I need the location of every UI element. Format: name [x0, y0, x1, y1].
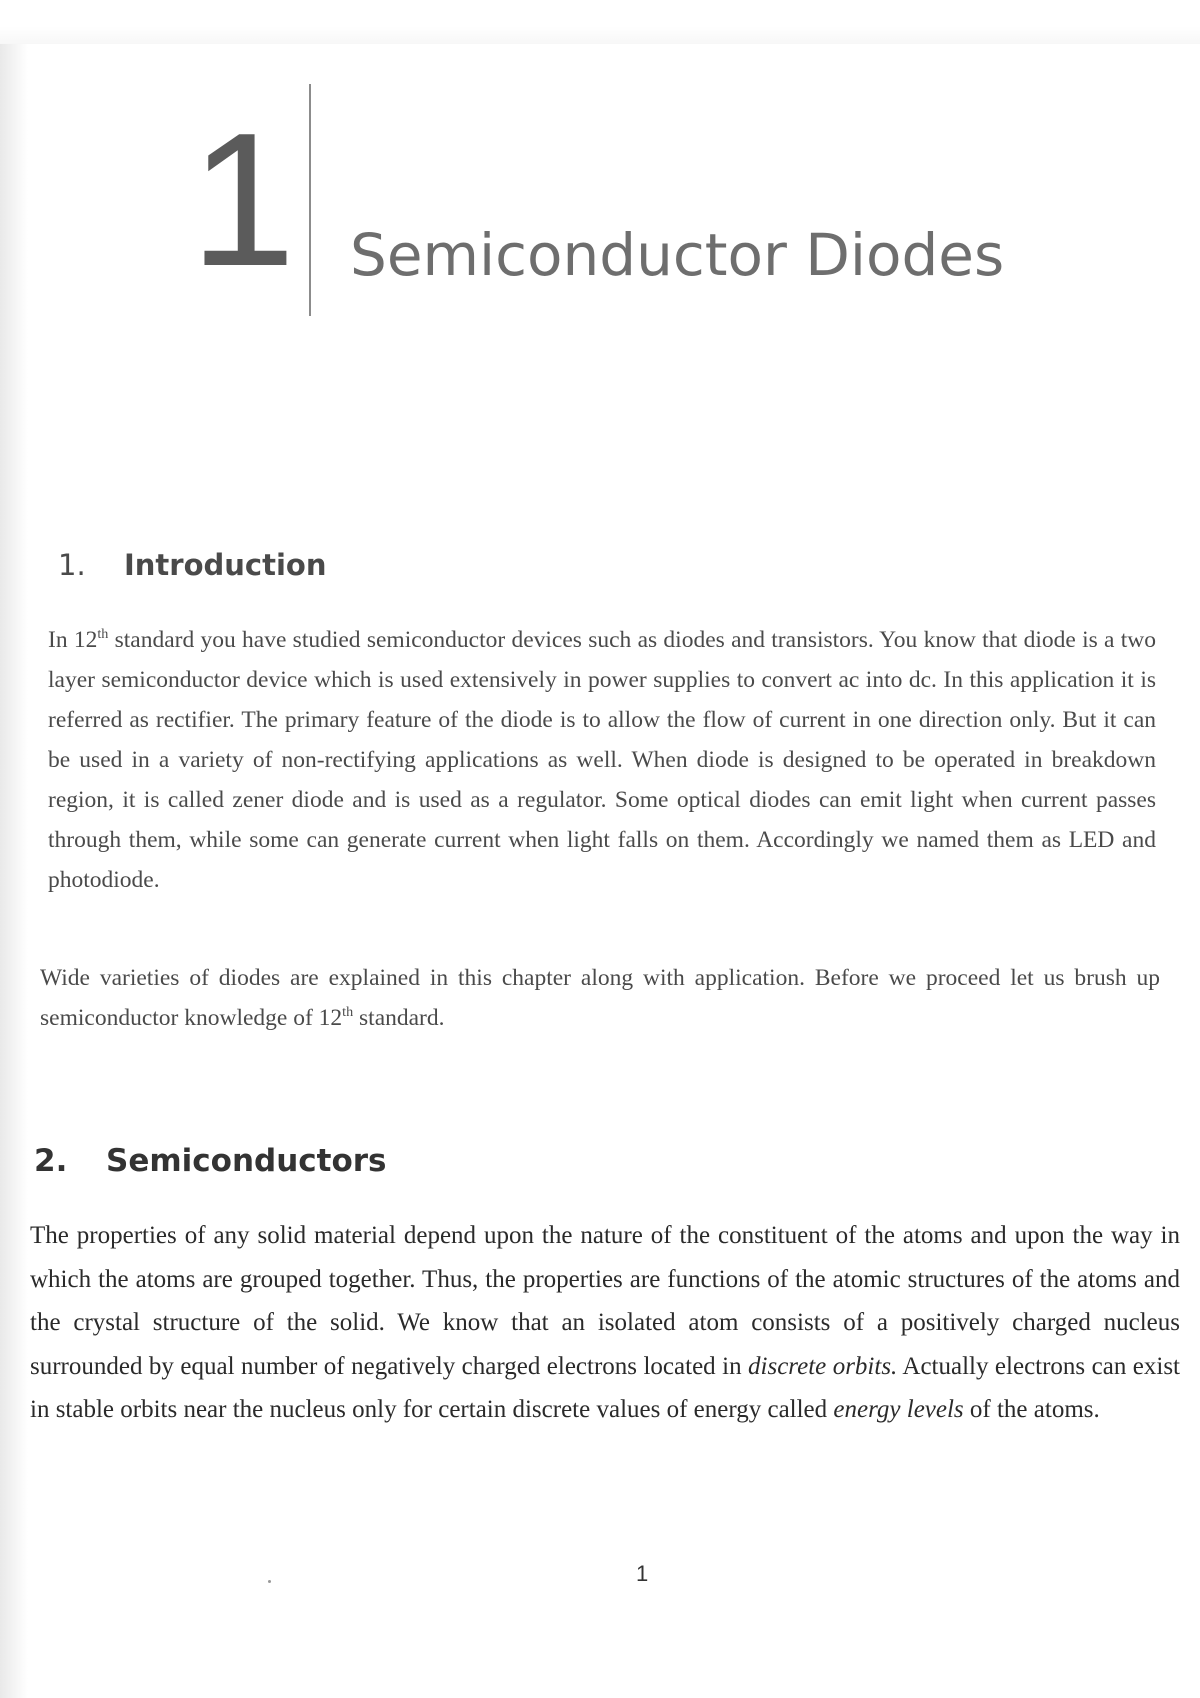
text-run: standard you have studied semiconductor devices such as diodes and transistors. You know that diode is a two layer semiconductor device which is used extensively in power supplies to convert ac into dc. In this application it is referred as rectifier. The primary feature of the diode is to allow the flow of current in one direction only. But it can be used in a variety of non-rectifying applications as well. When diode is designed to be operated in breakdown region, it is called zener diode and is used as a regulator. Some optical diodes can emit light when current passes through them, while some can generate current when light falls on them. Accordingly we named them as LED and photodiode.: [48, 627, 1156, 893]
section-number: 1.: [58, 548, 86, 582]
emphasis: energy levels: [833, 1396, 964, 1423]
paragraph-introduction-2: [40, 958, 1160, 1038]
section-title: Introduction: [124, 548, 327, 582]
paragraph-semiconductors: [30, 1214, 1180, 1432]
text-run: Wide varieties of diodes are explained in this chapter along with application. Before we proceed let us brush up semiconductor knowledge of 12: [40, 965, 1160, 1031]
page-top-shadow: [0, 0, 1200, 44]
paragraph-introduction: [48, 620, 1156, 900]
emphasis: discrete orbits.: [748, 1352, 898, 1380]
chapter-number: 1: [190, 94, 290, 306]
section-number: 2.: [34, 1143, 68, 1179]
superscript: th: [97, 626, 109, 643]
section-heading-introduction: [58, 548, 327, 582]
page-number: 1: [636, 1561, 649, 1586]
text-run: In 12: [48, 627, 98, 653]
superscript: th: [342, 1004, 354, 1021]
chapter-title: Semiconductor Diodes: [350, 221, 1005, 289]
text-run: Actually electrons can exist in stable orbits near the nucleus only for certain discrete values of energy called: [30, 1352, 1180, 1423]
scan-speck: [268, 1580, 271, 1583]
chapter-divider: [309, 84, 311, 316]
section-title: Semiconductors: [106, 1143, 387, 1179]
page-edge-shadow: [0, 0, 28, 1698]
text-run: standard.: [353, 1005, 445, 1031]
section-heading-semiconductors: [34, 1143, 387, 1179]
text-run: The properties of any solid material depend upon the nature of the constituent of the atoms and upon the way in which the atoms are grouped together. Thus, the properties are functions of the atomic structures of the atoms and the crystal structure of the solid. We know that an isolated atom consists of a positively charged nucleus surrounded by equal number of negatively charged electrons located in: [30, 1222, 1180, 1380]
text-run: of the atoms.: [963, 1396, 1100, 1423]
